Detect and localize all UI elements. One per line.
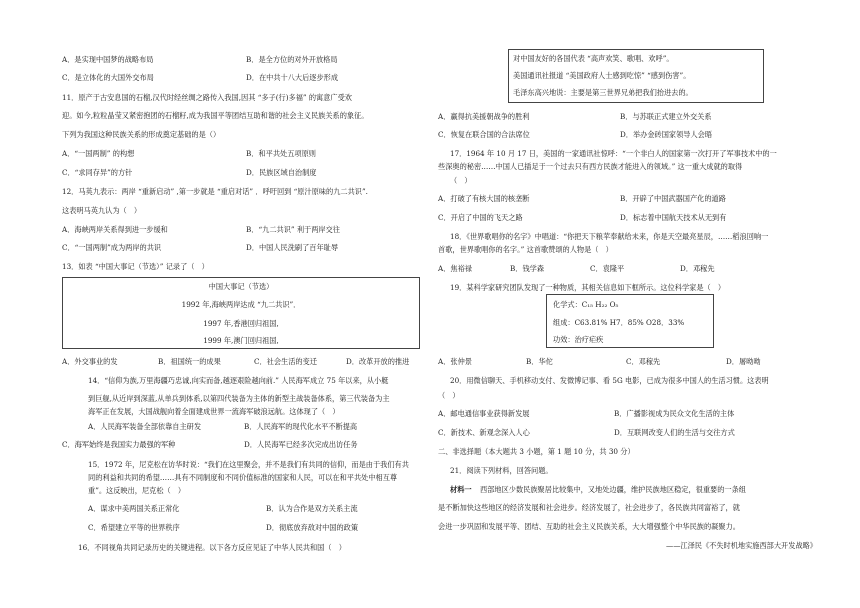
q16-box-row3: 毛泽东高兴地说：主要是第三世界兄弟把我们抬进去的。 xyxy=(513,88,693,97)
q13-table-row2: 1997 年,香港回归祖国, xyxy=(203,319,279,328)
q13-table xyxy=(62,277,420,349)
q12-option-b[interactable]: B．“九二共识” 利于两岸交往 xyxy=(246,225,340,234)
q19-box-row1: 化学式：C₁₅ H₂₂ O₅ xyxy=(553,300,619,309)
q17-option-c[interactable]: C．开启了中国的飞天之路 xyxy=(438,213,523,222)
q19-option-b[interactable]: B．华佗 xyxy=(526,357,553,366)
q11-option-a[interactable]: A．“一国两制” 的构想 xyxy=(62,149,135,158)
right-column xyxy=(430,0,860,608)
q18-option-b[interactable]: B．钱学森 xyxy=(510,264,545,273)
q17-line1: 17．1964 年 10 月 17 日，美国的一家通讯社惊呼：“一个非白人的国家第一次打开了军事技术中的一 xyxy=(450,149,777,158)
q18-line1: 18．《世界歌唱你的名字》中唱道：“你把天下粮苹奉献给未来，你是天空最亮星辰，……稻浪回响一 xyxy=(450,232,769,241)
q15-line2: 同的利益和共同的希望……具有不同制度和不同价值标准的国家和人民，可以在和平共处中相互尊 xyxy=(88,473,398,482)
q11-line3: 下列为我国这种民族关系的形成奠定基础的是（） xyxy=(62,130,221,139)
q13-option-b[interactable]: B．祖国统一的成果 xyxy=(158,357,221,366)
q13-option-c[interactable]: C．社会生活的变迁 xyxy=(254,357,318,366)
q12-line2: 这表明马英九认为（ ） xyxy=(62,206,142,215)
q17-option-a[interactable]: A．打破了有核大国的核垄断 xyxy=(438,194,530,203)
q15-option-d[interactable]: D．彻底放弃敌对中国的政策 xyxy=(266,523,359,532)
q16-box-row2: 美国通讯社报道 “美国政府人士感到吃惊” “感到伤害”。 xyxy=(513,71,691,80)
q21-line1: 21．阅读下列材料，回答问题。 xyxy=(450,466,553,475)
q13-table-row3: 1999 年,澳门回归祖国, xyxy=(203,336,279,345)
q14-option-b[interactable]: B．人民海军的现代化水平不断提高 xyxy=(244,422,358,431)
q13-option-d[interactable]: D．改革开放的推进 xyxy=(346,357,410,366)
q16-quote-box xyxy=(508,49,764,103)
q12-option-d[interactable]: D．中国人民洗刷了百年耻辱 xyxy=(246,243,339,252)
q12-option-a[interactable]: A．海峡两岸关系得到进一步缓和 xyxy=(62,225,168,234)
q17-line3: （ ） xyxy=(450,176,472,185)
q18-option-c[interactable]: C．袁隆平 xyxy=(590,264,625,273)
q18-line2: 首歌，世界歌唱你的名字。” 这首歌赞颂的人物是（ ） xyxy=(438,245,613,254)
q15-line3: 重”。这反映出，尼克松（ ） xyxy=(88,486,186,495)
q19-option-a[interactable]: A．张仲景 xyxy=(438,357,472,366)
q19-option-d[interactable]: D．屠呦呦 xyxy=(726,357,761,366)
q17-line2: 些深奥的秘密……中国人已插足于一个过去只有西方民族才能进入的领域。” 这一重大成就的取得 xyxy=(438,162,743,171)
q18-option-d[interactable]: D．邓稼先 xyxy=(680,264,715,273)
q17-option-b[interactable]: B．开辟了中国武器国产化的道路 xyxy=(620,194,726,203)
q14-option-c[interactable]: C．海军始终是我国实力最强的军种 xyxy=(62,440,176,449)
q16-option-d[interactable]: D．举办金砖国家领导人会晤 xyxy=(620,130,713,139)
q19-box-row3: 功效：治疗疟疾 xyxy=(553,335,604,344)
q13-table-row1: 1992 年,海峡两岸达成 “九二共识”． xyxy=(181,300,301,309)
q14-line3: 海军正在发展，大国战舰向着全面建成世界一流海军破浪远航。这体现了（ ） xyxy=(88,407,340,416)
q16-box-row1: 对中国友好的各国代表 “高声欢笑、歌唱、欢呼”。 xyxy=(513,54,674,63)
q16-option-a[interactable]: A．赢得抗美援朝战争的胜利 xyxy=(438,112,530,121)
q21-material-line2: 是不断加快这些地区的经济发展和社会进步。经济发展了，社会进步了，各民族共同富裕了，就 xyxy=(438,503,740,512)
q16-option-b[interactable]: B．与苏联正式建立外交关系 xyxy=(620,112,712,121)
q19-info-box xyxy=(546,294,714,348)
q11-option-c[interactable]: C．“求同存异”的方针 xyxy=(62,168,133,177)
q16-option-c[interactable]: C．恢复在联合国的合法席位 xyxy=(438,130,530,139)
q15-option-c[interactable]: C．希望建立平等的世界秩序 xyxy=(88,523,180,532)
q14-option-a[interactable]: A．人民海军装备全部依靠自主研发 xyxy=(88,422,202,431)
q20-option-d[interactable]: D．互联网改变人们的生活与交往方式 xyxy=(614,428,735,437)
q20-option-b[interactable]: B．广播影视成为民众文化生活的主体 xyxy=(614,409,735,418)
q20-line2: （ ） xyxy=(438,391,460,400)
q13-table-title: 中国大事记（节选） xyxy=(208,282,274,291)
q10-option-a[interactable]: A．是实现中国梦的战略布局 xyxy=(62,55,154,64)
q19-option-c[interactable]: C．邓稼先 xyxy=(626,357,661,366)
q14-line1: 14．“信仰为族,万里海疆巧忠诚,向实而备,越逐艰险越向前.” 人民海军成立 75 年以来，从小艇 xyxy=(88,376,389,385)
q19-box-row2: 组成：C63.81% H7．85% O28．33% xyxy=(553,318,685,327)
q16-line1: 16．不同视角共同记录历史的关键进程。以下各方反应见证了中华人民共和国（ ） xyxy=(78,543,346,552)
q20-option-c[interactable]: C．新技术、新观念深入人心 xyxy=(438,428,530,437)
q20-line1: 20．用微信聊天、手机移动支付、发微博记事、看 5G 电影，已成为很多中国人的生活习惯。这表明 xyxy=(450,376,769,385)
q10-option-b[interactable]: B．是全方位的对外开放格局 xyxy=(246,55,338,64)
q12-option-c[interactable]: C．“一国两制”成为两岸的共识 xyxy=(62,243,162,252)
q11-line2: 迎。如今,粒粒晶莹又紧密抱团的石榴籽,成为我国平等团结互助和谐的社会主义民族关系的象征。 xyxy=(62,111,369,120)
q17-option-d[interactable]: D．标志着中国航天技术从无到有 xyxy=(620,213,727,222)
q11-option-d[interactable]: D．民族区域自治制度 xyxy=(246,168,317,177)
q18-option-a[interactable]: A．焦裕禄 xyxy=(438,264,472,273)
q10-option-d[interactable]: D．在中共十八大后逐步形成 xyxy=(246,73,339,82)
q13-line1: 13．如表 “中国大事记（节选）” 记录了（ ） xyxy=(62,262,209,271)
q15-line1: 15．1972 年，尼克松在访华时说：“我们在这里聚会，并不是我们有共同的信仰，而是由于我们有共 xyxy=(88,460,409,469)
q10-option-c[interactable]: C．是立体化的大国外交布局 xyxy=(62,73,154,82)
q19-line1: 19．某科学家研究团队发现了一种物质，其相关信息如下框所示。这位科学家是（ ） xyxy=(450,283,726,292)
q21-material-line3: 会进一步巩固和发展平等、团结、互助的社会主义民族关系，大大增强整个中华民族的凝聚力。 xyxy=(438,522,740,531)
q21-source: ——江泽民《不失时机地实施西部大开发战略》 xyxy=(666,541,817,550)
q12-line1: 12．马英九表示：两岸 “重新启动” ,第一步就是 “重启对话” ．呼吁回到 “原汁原味的九二共识”. xyxy=(62,187,368,196)
q15-option-a[interactable]: A．谋求中美两国关系正常化 xyxy=(88,504,180,513)
q14-line2: 到巨舰,从近岸到深蓝,从单兵到体系,以第四代装备为主体的新型主战装备体系，第三代装备为主 xyxy=(88,394,390,403)
q21-material-line1: 西部地区少数民族聚居比较集中，又地处边疆，维护民族地区稳定，很重要的一条组 xyxy=(480,485,746,494)
q13-option-a[interactable]: A．外交事业的发 xyxy=(62,357,118,366)
q11-line1: 11．原产于古安息国的石榴,汉代时经丝绸之路传入我国,因其 “多子(行)多福” 的寓意广受欢 xyxy=(62,93,352,102)
q11-option-b[interactable]: B．和平共处五项原则 xyxy=(246,149,316,158)
section2-heading: 二、非选择题（本大题共 3 小题，第 1 题 10 分，共 30 分） xyxy=(438,447,635,456)
q21-material-label: 材料一 xyxy=(450,485,472,494)
q20-option-a[interactable]: A．邮电通信事业获得新发展 xyxy=(438,409,530,418)
q15-option-b[interactable]: B．认为合作是双方关系主流 xyxy=(266,504,358,513)
q14-option-d[interactable]: D．人民海军已经多次完成出访任务 xyxy=(244,440,358,449)
